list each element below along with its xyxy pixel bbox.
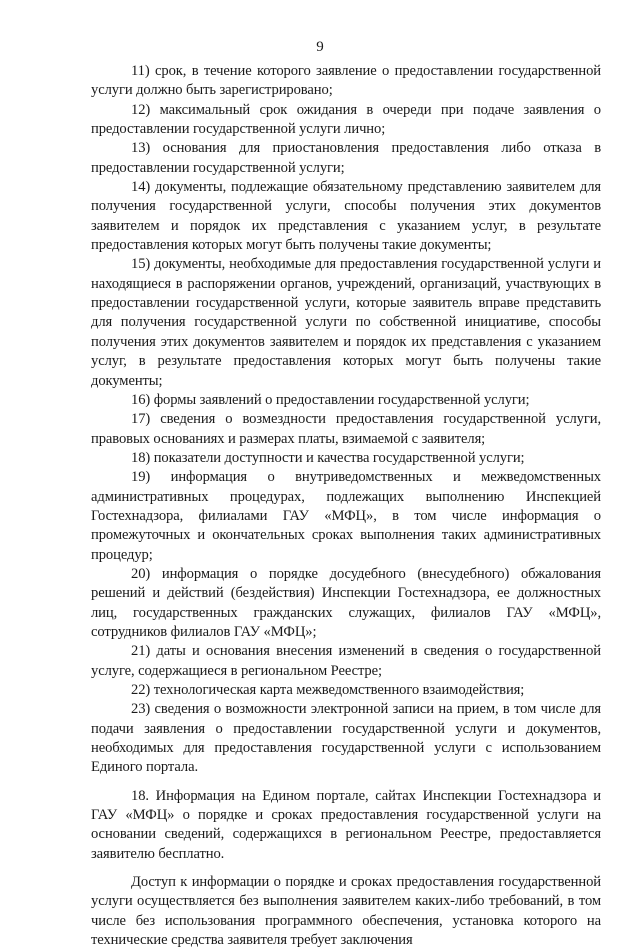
list-item-20: 20) информация о порядке досудебного (внесудебного) обжалования решений и действий (бездействия) Инспекции Гостехнадзора, ее должностных лиц, государственных гражданских служащих, филиалов ГАУ «МФЦ», сотрудников филиалов ГАУ «МФЦ»; bbox=[91, 565, 601, 640]
document-body bbox=[91, 62, 601, 950]
page-number: 9 bbox=[316, 39, 324, 55]
list-item-21: 21) даты и основания внесения изменений в сведения о государственной услуге, содержащиеся в региональном Реестре; bbox=[91, 643, 601, 679]
list-item-23: 23) сведения о возможности электронной записи на прием, в том числе для подачи заявления о предоставлении государственной услуги и документов, необходимых для предоставления государственной услуги с использованием Единого портала. bbox=[91, 701, 601, 776]
list-item-15: 15) документы, необходимые для предоставления государственной услуги и находящиеся в распоряжении органов, учреждений, организаций, участвующих в предоставлении государственной услуги, которые заявитель вправе представить для получения государственной услуги по собственной инициативе, способы получения этих документов заявителем и порядок их представления с указанием услуг, в результате предоставления которых могут быть получены такие документы; bbox=[91, 256, 601, 389]
list-item-11: 11) срок, в течение которого заявление о предоставлении государственной услуги должно быть зарегистрировано; bbox=[91, 63, 601, 99]
list-item-19: 19) информация о внутриведомственных и межведомственных административных процедурах, подлежащих выполнению Инспекцией Гостехнадзора, филиалами ГАУ «МФЦ», в том числе информация о промежуточных и окончательных сроках выполнения таких административных процедур; bbox=[91, 469, 601, 563]
access-paragraph: Доступ к информации о порядке и сроках предоставления государственной услуги осуществляется без выполнения заявителем каких-либо требований, в том числе без использования программного обеспечения, установка которого на технические средства заявителя требует заключения bbox=[91, 874, 601, 949]
list-item-13: 13) основания для приостановления предоставления либо отказа в предоставлении государственной услуги; bbox=[91, 140, 601, 176]
list-item-18: 18) показатели доступности и качества государственной услуги; bbox=[131, 449, 525, 466]
list-item-12: 12) максимальный срок ожидания в очереди при подаче заявления о предоставлении государственной услуги лично; bbox=[91, 101, 601, 138]
list-item-17: 17) сведения о возмездности предоставления государственной услуги, правовых основаниях и размерах платы, взимаемой с заявителя; bbox=[91, 411, 601, 447]
list-item-22: 22) технологическая карта межведомственного взаимодействия; bbox=[131, 682, 525, 698]
section-18-paragraph: 18. Информация на Едином портале, сайтах Инспекции Гостехнадзора и ГАУ «МФЦ» о порядке и сроках предоставления государственной услуги на основании сведений, содержащихся в региональном Реестре, предоставляется заявителю бесплатно. bbox=[91, 787, 601, 862]
list-item-14: 14) документы, подлежащие обязательному представлению заявителем для получения государственной услуги, способы получения этих документов заявителем и порядок их представления с указанием услуг, в результате предоставления которых могут быть получены такие документы; bbox=[91, 179, 601, 254]
list-item-16: 16) формы заявлений о предоставлении государственной услуги; bbox=[131, 391, 530, 408]
